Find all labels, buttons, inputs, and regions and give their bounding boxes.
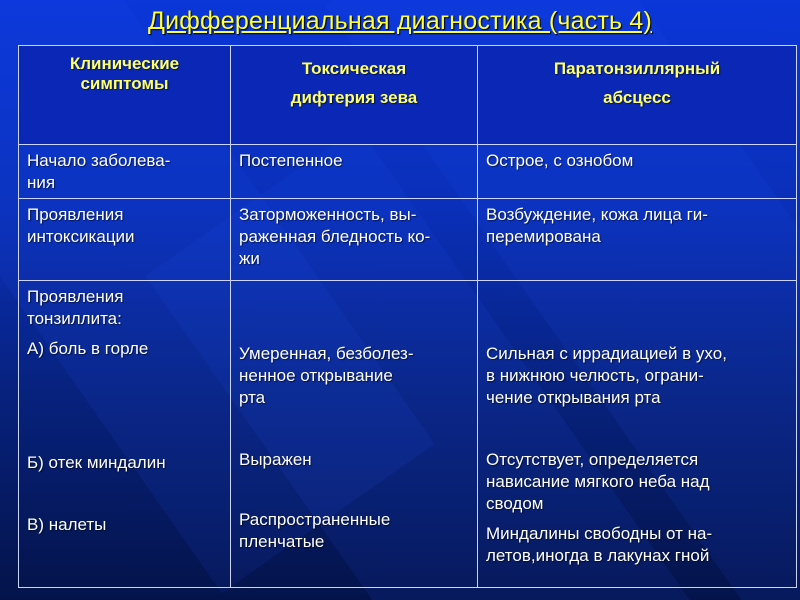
symptom-tonsil-edema: Б) отек миндалин bbox=[27, 453, 166, 472]
cell-diphtheria bbox=[231, 145, 478, 199]
table-row bbox=[19, 199, 797, 281]
cell-line: Отсутствует, определяется bbox=[486, 450, 699, 469]
cell-line: в нижнюю челюсть, ограни- bbox=[486, 366, 704, 385]
cell-line: Острое, с ознобом bbox=[486, 151, 634, 170]
cell-line: сводом bbox=[486, 494, 544, 513]
cell-line: пленчатые bbox=[239, 532, 325, 551]
header-line: симптомы bbox=[80, 74, 169, 93]
cell-diphtheria bbox=[231, 281, 478, 588]
table-row bbox=[19, 145, 797, 199]
cell-line: Возбуждение, кожа лица ги- bbox=[486, 205, 708, 224]
cell-abscess bbox=[478, 145, 797, 199]
header-toxic-diphtheria bbox=[231, 46, 478, 145]
cell-symptom bbox=[19, 199, 231, 281]
cell-line: чение открывания рта bbox=[486, 388, 661, 407]
symptom-sore-throat: А) боль в горле bbox=[27, 339, 149, 358]
header-symptoms bbox=[19, 46, 231, 145]
cell-line: Миндалины свободны от на- bbox=[486, 524, 713, 543]
cell-line: Проявления bbox=[27, 287, 124, 306]
cell-line: интоксикации bbox=[27, 227, 135, 246]
cell-line: Заторможенность, вы- bbox=[239, 205, 417, 224]
cell-abscess bbox=[478, 199, 797, 281]
cell-symptom bbox=[19, 281, 231, 588]
cell-abscess bbox=[478, 281, 797, 588]
cell-line: Начало заболева- bbox=[27, 151, 171, 170]
cell-diphtheria bbox=[231, 199, 478, 281]
header-peritonsillar-abscess bbox=[478, 46, 797, 145]
header-line: Клинические bbox=[69, 54, 180, 73]
cell-line: Сильная с иррадиацией в ухо, bbox=[486, 344, 727, 363]
cell-line: Выражен bbox=[239, 450, 312, 469]
header-line: Паратонзиллярный bbox=[553, 59, 721, 78]
cell-line: ния bbox=[27, 173, 56, 192]
header-line: дифтерия зева bbox=[290, 88, 418, 107]
cell-line: рта bbox=[239, 388, 266, 407]
cell-line: летов,иногда в лакунах гной bbox=[486, 546, 710, 565]
cell-symptom bbox=[19, 145, 231, 199]
header-line: абсцесс bbox=[603, 88, 671, 107]
cell-line: Проявления bbox=[27, 205, 124, 224]
cell-line: тонзиллита: bbox=[27, 309, 122, 328]
cell-line: Распространенные bbox=[239, 510, 391, 529]
cell-line: ненное открывание bbox=[239, 366, 393, 385]
cell-line: жи bbox=[239, 249, 260, 268]
cell-line: нависание мягкого неба над bbox=[486, 472, 710, 491]
diagnosis-table bbox=[18, 45, 797, 588]
slide-title: Дифференциальная диагностика (часть 4) bbox=[147, 7, 653, 35]
table-header-row bbox=[19, 46, 797, 145]
cell-line: Умеренная, безболез- bbox=[239, 344, 414, 363]
table-row bbox=[19, 281, 797, 588]
cell-line: перемирована bbox=[486, 227, 601, 246]
cell-line: раженная бледность ко- bbox=[239, 227, 431, 246]
header-line: Токсическая bbox=[301, 59, 407, 78]
cell-line: Постепенное bbox=[239, 151, 343, 170]
symptom-plaque: В) налеты bbox=[27, 515, 107, 534]
